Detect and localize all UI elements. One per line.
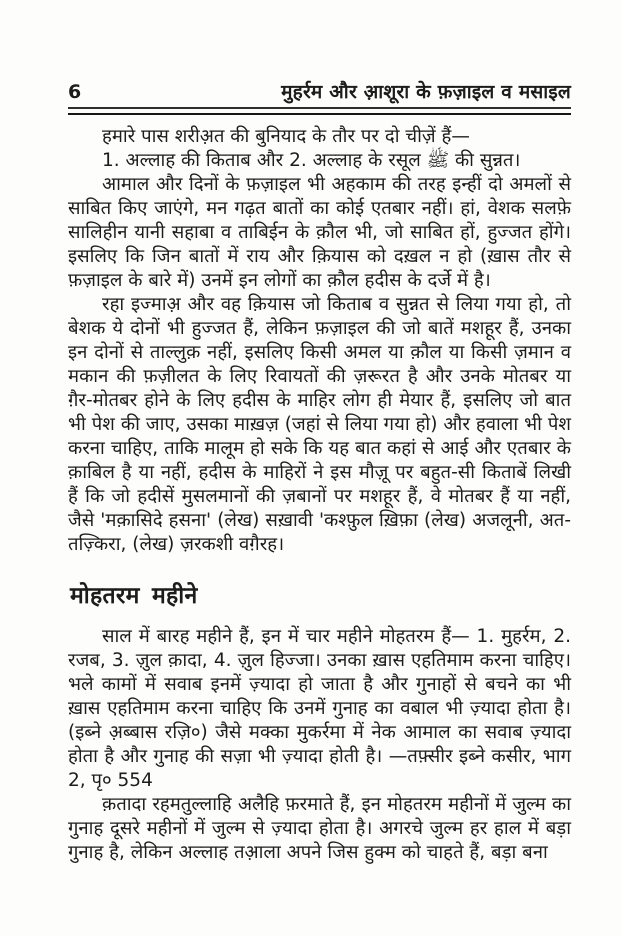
section-paragraph-1: साल में बारह महीने हैं, इन में चार महीने मोहतरम हैं— 1. मुहर्रम, 2. रजब, 3. ज़ुल क़ादा, 4. ज़ुल हिज्जा। उनका ख़ास एहतिमाम करना चाहिए। भले कामों में सवाब इनमें ज़्यादा हो जाता है और गुनाहों से बचने का भी ख़ास एहतिमाम करना चाहिए कि उनमें गुनाह का वबाल भी ज़्यादा होता है। (इब्ने अ़ब्बास रज़ि०) जैसे मक्का मुकर्रमा में नेक आमाल का सवाब ज़्यादा होता है और गुनाह की सज़ा भी ज़्यादा होती है। —तफ़्सीर इब्ने कसीर, भाग 2, पृ० 554 <box>68 626 571 791</box>
body-paragraph-2: रहा इज्माअ़ और वह क़ियास जो किताब व सुन्नत से लिया गया हो, तो बेशक ये दोनों भी हुज्जत हैं, लेकिन फ़ज़ाइल की जो बातें मशहूर हैं, उनका इन दोनों से ताल्लुक़ नहीं, इसलिए किसी अमल या क़ौल या किसी ज़मान व मकान की फ़ज़ीलत के लिए रिवायतों की ज़रूरत है और उनके मोतबर या ग़ैर-मोतबर होने के लिए हदीस के माहिर लोग ही मेयार हैं, इसलिए जो बात भी पेश की जाए, उसका माख़ज़ (जहां से लिया गया हो) और हवाला भी पेश करना चाहिए, ताकि मालूम हो सके कि यह बात कहां से आई और एतबार के क़ाबिल है या नहीं, हदीस के माहिरों ने इस मौज़ू पर बहुत-सी किताबें लिखी हैं कि जो हदीसें मुसलमानों की ज़बानों पर मशहूर हैं, वे मोतबर हैं या नहीं, जैसे 'मक़ासिदे हसना' (लेख) सख़ावी 'कश्फ़ुल ख़िफ़ा (लेख) अजलूनी, अत-तज़्किरा, (लेख) ज़रकशी वग़ैरह। <box>68 294 571 555</box>
running-title: मुहर्रम और आ़शूरा के फ़ज़ाइल व मसाइल <box>281 81 571 103</box>
section-heading: मोहतरम महीने <box>70 583 198 609</box>
section-paragraph-2: क़तादा रहमतुल्लाहि अलैहि फ़रमाते हैं, इन मोहतरम महीनों में जुल्म का गुनाह दूसरे महीनों में जुल्म से ज़्यादा होता है। अगरचे जुल्म हर हाल में बड़ा गुनाह है, लेकिन अल्लाह तआ़ला अपने जिस हुक्म को चाहते हैं, बड़ा बना <box>68 794 571 863</box>
header-rule-top <box>68 107 571 109</box>
page-header <box>68 78 571 104</box>
body-paragraph-1: आमाल और दिनों के फ़ज़ाइल भी अहकाम की तरह इन्हीं दो अमलों से साबित किए जाएंगे, मन गढ़त बातों का कोई एतबार नहीं। हां, वेशक सलफ़े सालिहीन यानी सहाबा व ताबिईन के क़ौल भी, जो साबित हों, हुज्जत होंगे। इसलिए कि जिन बातों में राय और क़ियास को दख़ल न हो (ख़ास तौर से फ़ज़ाइल के बारे में) उनमें इन लोगों का क़ौल हदीस के दर्जे में है। <box>68 174 571 291</box>
header-rule-bottom <box>68 113 571 115</box>
intro-line-2: 1. अल्लाह की किताब और 2. अल्लाह के रसूल ﷺ की सुन्नत। <box>102 150 521 171</box>
page-number: 6 <box>68 81 82 103</box>
intro-line-1: हमारे पास शरीअ़त की बुनियाद के तौर पर दो चीज़ें हैं— <box>102 126 470 147</box>
page-body <box>68 125 571 865</box>
